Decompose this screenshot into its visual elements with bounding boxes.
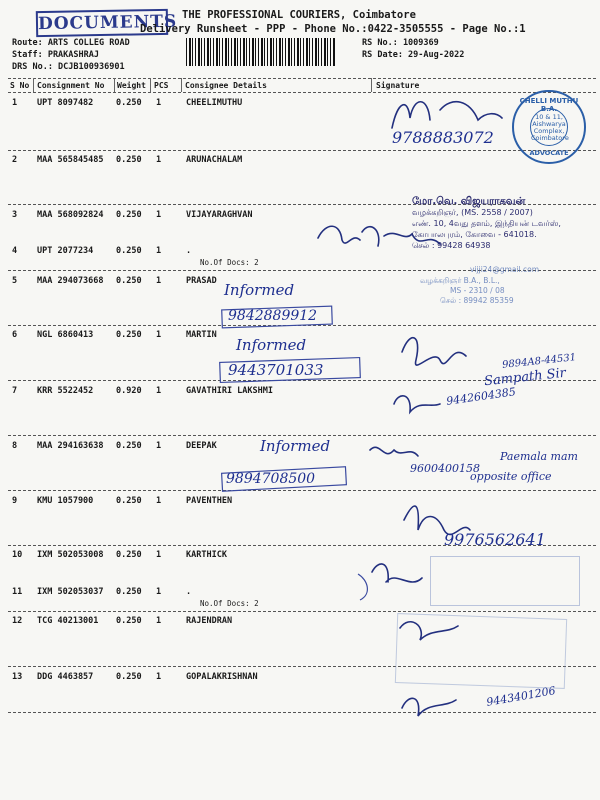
row-weight: 0.250 [116,155,142,165]
row-consignment: MAA 568092824 [37,210,104,220]
row-weight: 0.250 [116,246,142,256]
stamp-text: எண். 10, 4வது தளம், இந்தியன் டவர்ஸ், [412,219,561,228]
row-doc-count: No.Of Docs: 2 [200,258,259,267]
col-header-sno: S No [10,81,30,90]
row-consignee: RAJENDRAN [186,616,233,626]
row-consignment: KRR 5522452 [37,386,94,396]
handwritten-phone: 9842889912 [228,308,318,324]
handwritten-note: opposite office [470,470,552,483]
row-consignee: . [186,246,192,256]
stamp-text: செல் : 99428 64938 [412,241,491,250]
row-weight: 0.250 [116,276,142,286]
col-header-consignee: Consignee Details [185,81,267,90]
handwritten-note: Paemala mam [500,450,578,463]
row-consignment: UPT 2077234 [37,246,94,256]
handwritten-phone: 9976562641 [444,530,546,549]
row-sno: 4 [12,246,18,256]
row-consignment: IXM 502053037 [37,587,104,597]
row-weight: 0.250 [116,616,142,626]
row-consignment: IXM 502053008 [37,550,104,560]
handwritten-note: Informed [224,281,295,299]
row-consignee: MARTIN [186,330,217,340]
mirrored-stamp-imprint [430,556,580,606]
handwritten-phone: 9443701033 [228,361,324,379]
route-label: Route: ARTS COLLEG ROAD [12,38,130,48]
row-consignee: PRASAD [186,276,217,286]
advocate-rect-stamp [420,276,514,306]
row-consignee: PAVENTHEN [186,496,233,506]
row-sno: 2 [12,155,18,165]
row-pcs: 1 [156,246,162,256]
row-weight: 0.250 [116,210,142,220]
row-sno: 11 [12,587,23,597]
stamp-text: வழக்கறிஞர், (MS. 2558 / 2007) [412,208,533,217]
row-sno: 6 [12,330,18,340]
row-sno: 7 [12,386,18,396]
stamp-text: மோ.வெ. விஜயராகவன் [412,196,526,207]
row-consignee: ARUNACHALAM [186,155,243,165]
email-stamp: vijji24@gmail.com [470,265,540,274]
row-sno: 13 [12,672,23,682]
documents-stamp: DOCUMENTS [36,9,168,37]
col-header-consignment: Consignment No [37,81,105,90]
row-consignee: DEEPAK [186,441,217,451]
row-consignment: MAA 294163638 [37,441,104,451]
handwritten-phone: 9788883072 [392,128,494,147]
stamp-text: செல் : 89942 85359 [440,296,514,305]
col-header-weight: Weight [117,81,146,90]
row-consignment: NGL 6860413 [37,330,94,340]
staff-label: Staff: PRAKASHRAJ [12,50,99,60]
row-pcs: 1 [156,386,162,396]
row-weight: 0.250 [116,672,142,682]
col-header-signature: Signature [376,81,420,90]
row-consignment: DDG 4463857 [37,672,94,682]
row-consignee: GAVATHIRI LAKSHMI [186,386,273,396]
row-pcs: 1 [156,550,162,560]
row-pcs: 1 [156,210,162,220]
row-consignee: . [186,587,192,597]
advocate-round-stamp [512,90,586,164]
row-pcs: 1 [156,672,162,682]
stamp-inner: 10 & 11, Aishwarya Complex, Coimbatore [530,108,568,146]
row-pcs: 1 [156,587,162,597]
handwritten-phone: 9600400158 [410,462,480,475]
row-sno: 12 [12,616,23,626]
row-consignee: CHEELIMUTHU [186,98,243,108]
row-weight: 0.250 [116,441,142,451]
rs-date: RS Date: 29-Aug-2022 [362,50,465,60]
row-weight: 0.250 [116,587,142,597]
row-pcs: 1 [156,330,162,340]
advocate-rect-stamp [412,196,561,251]
row-consignment: MAA 294073668 [37,276,104,286]
row-consignee: KARTHICK [186,550,227,560]
row-doc-count: No.Of Docs: 2 [200,599,259,608]
handwritten-note: Informed [236,336,307,354]
runsheet-subtitle: Delivery Runsheet - PPP - Phone No.:0422-3505555 - Page No.:1 [140,23,526,35]
row-weight: 0.250 [116,330,142,340]
stamp-text: MS - 2310 / 08 [450,286,505,295]
row-pcs: 1 [156,276,162,286]
row-sno: 3 [12,210,18,220]
row-weight: 0.250 [116,550,142,560]
drs-number: DRS No.: DCJB100936901 [12,62,125,72]
row-pcs: 1 [156,616,162,626]
handwritten-phone: 9894A8-44531 [501,352,577,371]
row-sno: 9 [12,496,18,506]
col-header-pcs: PCS [154,81,169,90]
row-consignment: MAA 565845485 [37,155,104,165]
rs-number: RS No.: 1009369 [362,38,439,48]
handwritten-phone: 9442604385 [445,385,517,408]
row-sno: 1 [12,98,18,108]
row-weight: 0.250 [116,98,142,108]
stamp-text: வழக்கறிஞர் B.A., B.L., [420,276,500,285]
stamp-text: ADVOCATE [529,149,569,157]
company-title: THE PROFESSIONAL COURIERS, Coimbatore [182,9,416,21]
row-sno: 10 [12,550,23,560]
row-consignee: GOPALAKRISHNAN [186,672,258,682]
row-pcs: 1 [156,496,162,506]
row-consignment: UPT 8097482 [37,98,94,108]
row-consignment: KMU 1057900 [37,496,94,506]
row-weight: 0.920 [116,386,142,396]
handwritten-phone: 9894708500 [226,471,316,487]
row-pcs: 1 [156,441,162,451]
handwritten-phone: 9443401206 [485,684,557,709]
handwritten-name: Sampath Sir [483,365,567,390]
row-sno: 5 [12,276,18,286]
stamp-text: கோபாலபுரம், கோவை - 641018. [412,230,537,239]
stamp-text: CHELLI MUTHU B.A. [519,97,579,113]
row-pcs: 1 [156,155,162,165]
row-pcs: 1 [156,98,162,108]
row-weight: 0.250 [116,496,142,506]
row-consignee: VIJAYARAGHVAN [186,210,253,220]
handwritten-note: Informed [260,437,331,455]
faded-stamp-imprint [395,613,567,689]
row-sno: 8 [12,441,18,451]
row-consignment: TCG 40213001 [37,616,99,626]
